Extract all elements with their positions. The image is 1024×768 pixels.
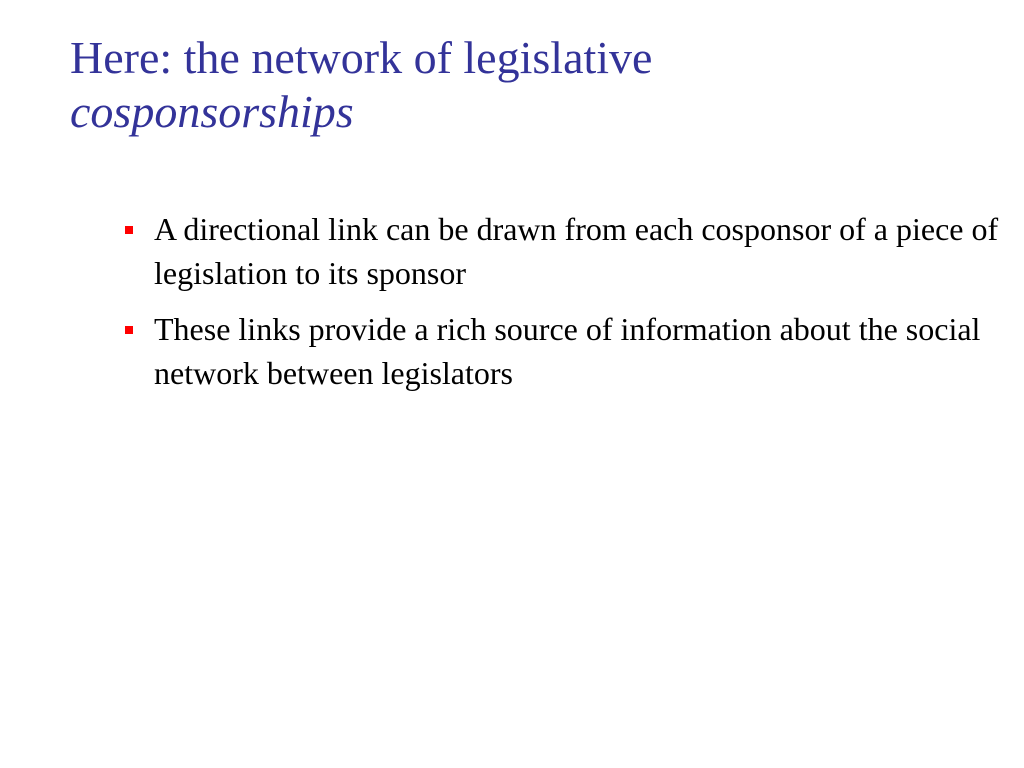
slide-title <box>70 31 970 139</box>
slide-title-line-1: Here: the network of legislative <box>70 32 653 83</box>
bullet-list <box>120 207 1000 407</box>
bullet-text: These links provide a rich source of information about the social network between legislators <box>154 311 981 391</box>
square-bullet-icon <box>125 326 133 334</box>
bullet-text: A directional link can be drawn from each cosponsor of a piece of legislation to its sponsor <box>154 211 999 291</box>
square-bullet-icon <box>125 226 133 234</box>
bullet-item <box>120 207 1000 295</box>
slide-title-line-2: cosponsorships <box>70 86 354 137</box>
bullet-item <box>120 307 1000 395</box>
